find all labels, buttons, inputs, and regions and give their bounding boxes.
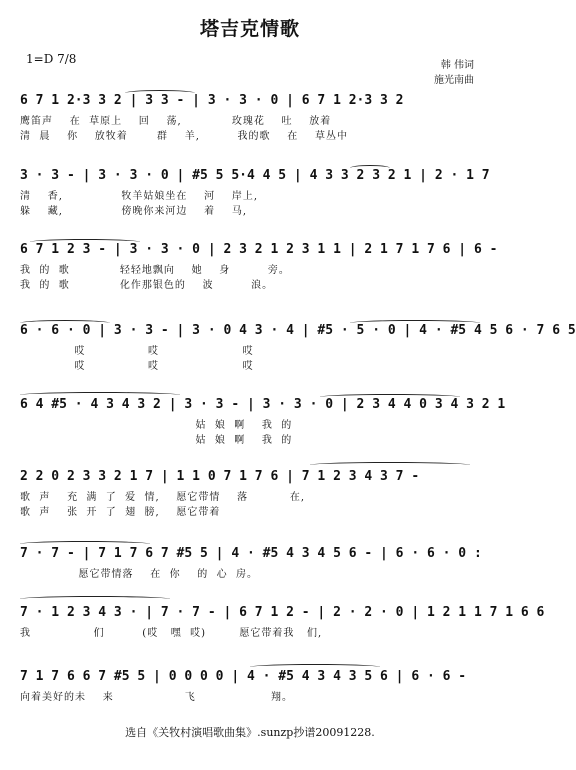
notation-line: 6 4 #5 · 4 3 4 3 2 | 3 · 3 - | 3 · 3 · 0 | 2 3 4 4 0 3 4 3 2 1 [20,397,506,412]
music-system-7 [20,541,482,582]
lyrics-verse-2: 哎 哎 哎 [20,361,254,372]
notation-line: 7 · 7 - | 7 1 7 6 7 #5 5 | 4 · #5 4 3 4 5 6 - | 6 · 6 · 0 : [20,546,482,561]
music-system-1 [20,88,482,144]
notation-line: 3 · 3 - | 3 · 3 · 0 | #5 5 5·4 4 5 | 4 3 3 2 3 2 1 | 2 · 1 7 [20,168,490,183]
lyrics-verse-2: 姑 娘 啊 我 的 [20,435,293,446]
music-system-8 [20,600,545,641]
lyrics-verse-2: 躲 藏, 傍晚你来河边 着 马, [20,206,248,217]
lyrics-verse-2: 清 晨 你 放牧着 群 羊, 我的歌 在 草丛中 [20,131,348,142]
notation-line: 6 · 6 · 0 | 3 · 3 - | 3 · 0 4 3 · 4 | #5 · 5 · 0 | 4 · #5 4 5 6 · 7 6 5 [20,323,576,338]
song-title: 塔吉克情歌 [199,18,300,40]
notation-line: 7 1 7 6 6 7 #5 5 | 0 0 0 0 | 4 · #5 4 3 4 3 5 6 | 6 · 6 - [20,669,467,684]
music-system-2 [20,163,490,219]
notation-line: 6 7 1 2 3 - | 3 · 3 · 0 | 2 3 2 1 2 3 1 1 | 2 1 7 1 7 6 | 6 - [20,242,498,257]
lyrics-verse-1: 清 香, 牧羊姑娘坐在 河 岸上, [20,191,259,202]
music-system-9 [20,664,482,705]
music-system-6 [20,464,482,520]
lyrics-verse-1: 哎 哎 哎 [20,346,254,357]
lyrics-verse-1: 我 们 (哎 嘿 哎) 愿它带着我 们, [20,628,323,639]
lyrics-verse-2: 歌 声 张 开 了 翅 膀, 愿它带着 [20,507,221,518]
source-note: 选自《关牧村演唱歌曲集》.sunzp抄谱20091228. [125,726,375,739]
lyrics-verse-1: 歌 声 充 满 了 爱 情, 愿它带情 落 在, [20,492,306,503]
key-signature: 1=D 7/8 [26,52,77,66]
music-system-3 [20,237,498,293]
lyrics-verse-1: 愿它带情落 在 你 的 心 房。 [20,569,259,580]
notation-line: 2 2 0 2 3 3 2 1 7 | 1 1 0 7 1 7 6 | 7 1 2 3 4 3 7 - [20,469,420,484]
lyrics-verse-1: 向着美好的未 来 飞 翔。 [20,692,293,703]
lyricist-credit: 韩 伟词 [440,60,474,71]
notation-line: 7 · 1 2 3 4 3 · | 7 · 7 - | 6 7 1 2 - | 2 · 2 · 0 | 1 2 1 1 7 1 6 6 [20,605,545,620]
lyrics-verse-1: 鹰笛声 在 草原上 回 荡, 玫瑰花 吐 放着 [20,116,332,127]
lyrics-verse-2: 我 的 歌 化作那银色的 波 浪。 [20,280,274,291]
lyrics-verse-1: 姑 娘 啊 我 的 [20,420,293,431]
composer-credit: 施光南曲 [434,75,474,86]
music-system-5 [20,392,506,448]
music-system-4 [20,318,576,374]
lyrics-verse-1: 我 的 歌 轻轻地飘向 她 身 旁。 [20,265,290,276]
notation-line: 6 7 1 2·3 3 2 | 3 3 - | 3 · 3 · 0 | 6 7 1 2·3 3 2 [20,93,404,108]
